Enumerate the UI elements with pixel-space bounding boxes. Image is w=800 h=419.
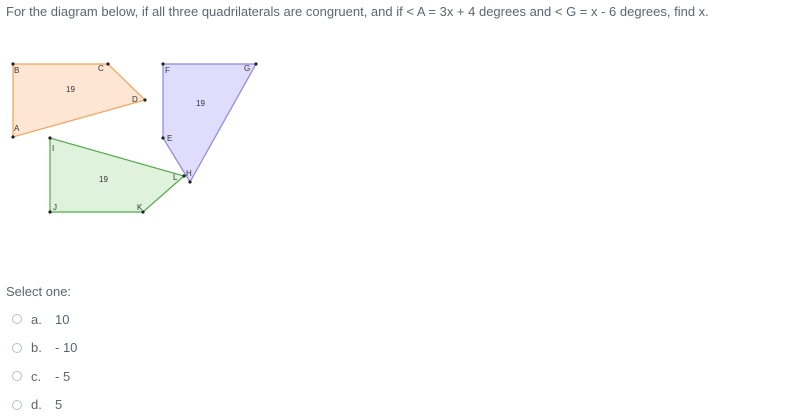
option-value: - 5 [55,369,70,384]
option-a[interactable] [12,305,77,334]
point-a [11,135,14,138]
quadrilateral-efgh-label: 19 [196,99,205,108]
radio-icon[interactable] [12,371,22,381]
vertex-label-b: B [14,66,19,75]
point-g [254,62,257,65]
radio-icon[interactable] [12,314,22,324]
option-value: - 10 [55,340,77,355]
vertex-label-e: E [167,134,172,143]
vertex-label-j: J [53,203,57,212]
vertex-label-c: C [98,64,104,73]
vertex-label-h: H [186,169,192,178]
point-d [143,98,146,101]
point-e [161,136,164,139]
option-value: 10 [55,312,69,327]
vertex-label-l: L [173,173,178,182]
option-letter: c. [31,369,55,384]
option-value: 5 [55,397,62,412]
option-letter: b. [31,340,55,355]
option-c[interactable] [12,362,77,391]
option-b[interactable] [12,334,77,363]
question-text: For the diagram below, if all three quadrilaterals are congruent, and if < A = 3x + 4 degrees and < G = x - 6 degrees, find x. [6,4,709,19]
vertex-label-i: I [52,144,54,153]
option-letter: d. [31,397,55,412]
vertex-label-g: G [244,64,250,73]
vertex-label-d: D [132,95,138,104]
quadrilateral-ijkl-label: 19 [99,175,108,184]
point-c [106,62,109,65]
radio-icon[interactable] [12,343,22,353]
quadrilateral-abcd-label: 19 [66,85,75,94]
option-letter: a. [31,312,55,327]
quadrilaterals-diagram [6,56,266,220]
vertex-label-k: K [137,203,143,212]
point-h [188,180,191,183]
select-one-label: Select one: [6,284,71,299]
diagram-svg [6,56,266,220]
answer-options [12,305,77,419]
point-i [48,136,51,139]
vertex-label-a: A [14,124,20,133]
vertex-label-f: F [165,66,170,75]
point-j [48,210,51,213]
